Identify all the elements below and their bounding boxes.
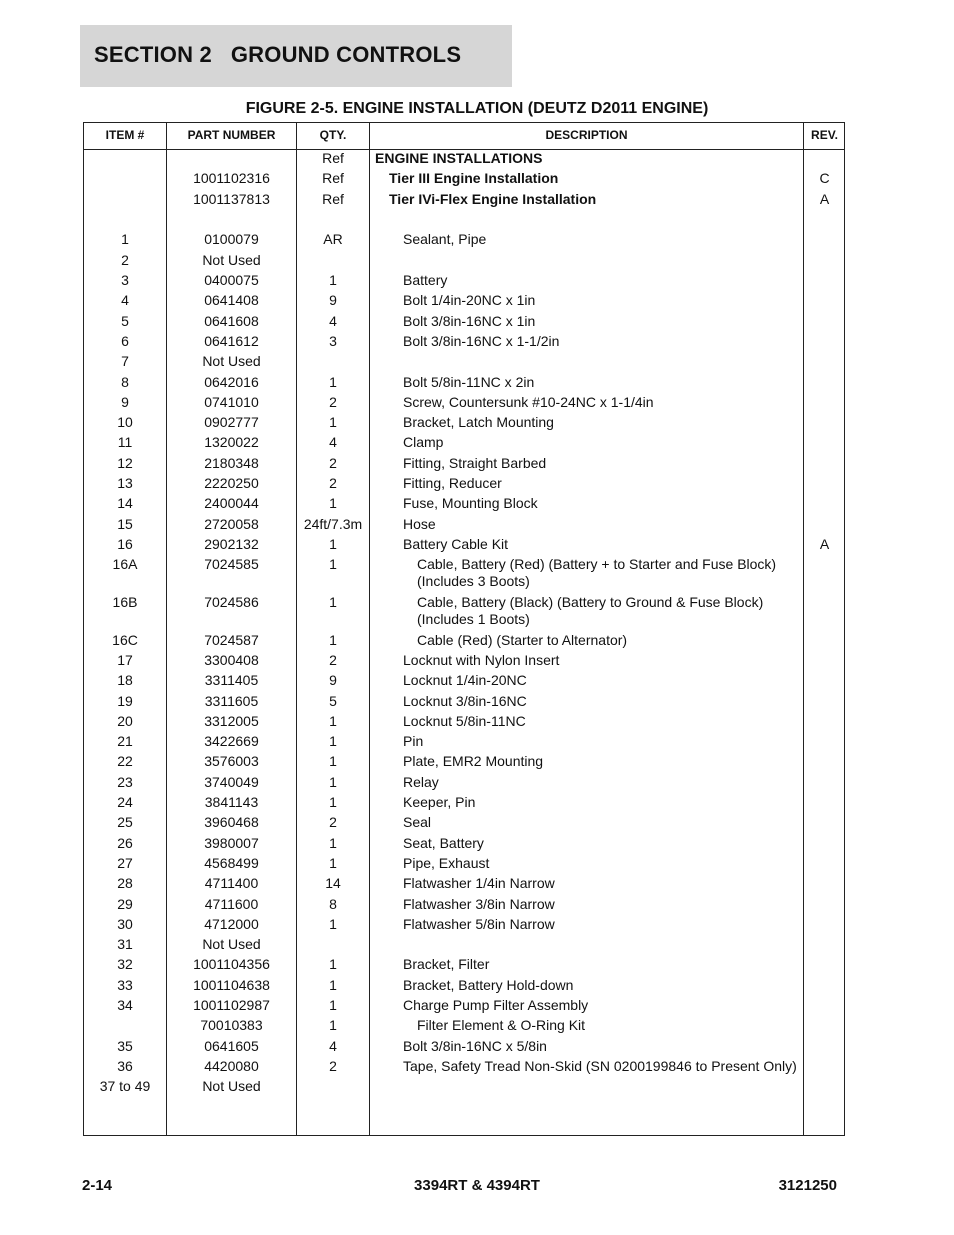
part-number-cell: Not Used <box>202 353 261 370</box>
item-number-cell: 35 <box>117 1037 133 1054</box>
item-number-cell: 26 <box>117 834 133 851</box>
revision-cell: A <box>819 535 830 552</box>
part-number-cell: 0642016 <box>204 373 259 390</box>
quantity-cell: 1 <box>329 712 337 729</box>
quantity-cell: 1 <box>329 593 337 610</box>
part-number-cell: 2902132 <box>204 535 259 552</box>
item-number-cell: 4 <box>121 292 129 309</box>
part-number-cell: 70010383 <box>200 1017 263 1034</box>
part-number-cell: 1001104356 <box>193 956 270 973</box>
column-header-qty: QTY. <box>319 128 347 142</box>
part-number-cell: 0641612 <box>204 332 259 349</box>
column-header-rev: REV. <box>811 128 838 142</box>
item-number-cell: 9 <box>121 393 129 410</box>
description-cell: Fitting, Straight Barbed <box>403 454 547 471</box>
description-cell: Tier IVi-Flex Engine Installation <box>389 190 597 207</box>
quantity-cell: 5 <box>329 692 337 709</box>
description-cell: Locknut 3/8in-16NC <box>403 692 527 709</box>
description-cell: Battery <box>403 272 448 288</box>
part-number-cell: 2720058 <box>204 515 259 532</box>
item-number-cell: 23 <box>117 773 133 790</box>
part-number-cell: 0400075 <box>204 272 259 288</box>
part-number-cell: Not Used <box>202 1078 261 1095</box>
item-number-cell: 20 <box>117 712 133 729</box>
figure-title: FIGURE 2-5. ENGINE INSTALLATION (DEUTZ D2011 ENGINE) <box>245 100 709 117</box>
column-header-description: DESCRIPTION <box>545 128 628 142</box>
item-number-cell: 3 <box>121 272 129 288</box>
item-number-cell: 28 <box>117 875 133 892</box>
part-number-cell: 3422669 <box>204 733 259 750</box>
description-cell: Clamp <box>403 434 444 451</box>
description-cell: Relay <box>403 773 439 790</box>
part-number-cell: 3311405 <box>204 672 259 689</box>
quantity-cell: 1 <box>329 272 337 288</box>
quantity-cell: AR <box>323 231 343 248</box>
item-number-cell: 16 <box>117 535 133 552</box>
part-number-cell: 1001137813 <box>193 190 270 207</box>
quantity-cell: 2 <box>329 454 337 471</box>
part-number-cell: 3311605 <box>204 692 259 709</box>
quantity-cell: 1 <box>329 834 337 851</box>
quantity-cell: 3 <box>329 332 337 349</box>
description-cell: Bolt 5/8in-11NC x 2in <box>403 373 535 390</box>
item-number-cell: 25 <box>117 814 133 831</box>
item-number-cell: 21 <box>117 733 133 750</box>
quantity-cell: 1 <box>329 535 337 552</box>
part-number-cell: 2180348 <box>204 454 259 471</box>
description-cell: Seal <box>403 814 432 831</box>
item-number-cell: 8 <box>121 373 129 390</box>
description-cell: Bracket, Battery Hold-down <box>403 976 574 993</box>
part-number-cell: 7024586 <box>204 593 259 610</box>
item-number-cell: 18 <box>117 672 133 689</box>
part-number-cell: 0100079 <box>204 231 259 248</box>
column-header-part-number: PART NUMBER <box>187 128 276 142</box>
quantity-cell: 1 <box>329 794 337 810</box>
quantity-cell: Ref <box>322 170 344 187</box>
description-cell: Cable, Battery (Red) (Battery + to Starter and Fuse Block) (Includes 3 Boots) <box>417 556 777 590</box>
part-number-cell: 4420080 <box>204 1057 259 1074</box>
description-cell: Keeper, Pin <box>403 794 476 810</box>
item-number-cell: 22 <box>117 753 133 770</box>
part-number-cell: 3960468 <box>204 814 259 831</box>
item-number-cell: 27 <box>117 854 133 871</box>
item-number-cell: 6 <box>121 332 129 349</box>
description-cell: Hose <box>403 515 436 532</box>
part-number-cell: Not Used <box>202 251 261 268</box>
description-cell: Cable (Red) (Starter to Alternator) <box>417 631 628 648</box>
quantity-cell: 1 <box>329 997 337 1013</box>
part-number-cell: 3300408 <box>204 651 259 668</box>
quantity-cell: 2 <box>329 814 337 831</box>
description-cell: Locknut 5/8in-11NC <box>403 712 526 729</box>
quantity-cell: 24ft/7.3m <box>303 515 363 532</box>
revision-cell: C <box>819 170 830 187</box>
description-cell: Plate, EMR2 Mounting <box>403 753 544 770</box>
quantity-cell: 2 <box>329 475 337 491</box>
quantity-cell: 1 <box>329 854 337 871</box>
quantity-cell: 2 <box>329 393 337 410</box>
description-cell: Fuse, Mounting Block <box>403 495 538 512</box>
item-number-cell: 1 <box>121 231 129 248</box>
item-number-cell: 29 <box>117 895 133 912</box>
description-cell: Locknut with Nylon Insert <box>403 651 560 668</box>
quantity-cell: 4 <box>329 434 337 451</box>
part-number-cell: 4711600 <box>204 895 259 912</box>
item-number-cell: 16A <box>112 556 138 573</box>
description-cell: Fitting, Reducer <box>403 475 502 491</box>
item-number-cell: 10 <box>117 414 133 431</box>
part-number-cell: 0741010 <box>204 393 259 410</box>
quantity-cell: 2 <box>329 651 337 668</box>
description-cell: Bolt 3/8in-16NC x 1in <box>403 312 536 329</box>
description-cell: Bolt 3/8in-16NC x 5/8in <box>403 1037 547 1054</box>
part-number-cell: 7024587 <box>204 631 259 648</box>
description-cell: Sealant, Pipe <box>403 231 487 248</box>
part-number-cell: 1001102316 <box>193 170 270 187</box>
item-number-cell: 16C <box>112 631 138 648</box>
part-number-cell: 4712000 <box>204 915 259 932</box>
quantity-cell: 9 <box>329 292 337 309</box>
item-number-cell: 32 <box>117 956 133 973</box>
description-cell: Screw, Countersunk #10-24NC x 1-1/4in <box>403 393 654 410</box>
item-number-cell: 30 <box>117 915 133 932</box>
description-cell: Bolt 1/4in-20NC x 1in <box>403 292 536 309</box>
part-number-cell: 0902777 <box>204 414 259 431</box>
part-number-cell: 3312005 <box>204 712 259 729</box>
quantity-cell: 9 <box>329 672 337 689</box>
quantity-cell: 1 <box>329 373 337 390</box>
item-number-cell: 14 <box>117 495 133 512</box>
part-number-cell: 1320022 <box>204 434 259 451</box>
column-divider <box>803 123 804 1135</box>
item-number-cell: 31 <box>117 936 133 953</box>
quantity-cell: 1 <box>329 753 337 770</box>
description-cell: Seat, Battery <box>403 834 484 851</box>
item-number-cell: 34 <box>117 997 133 1013</box>
part-number-cell: 1001104638 <box>193 976 270 993</box>
description-cell: Charge Pump Filter Assembly <box>403 997 589 1013</box>
quantity-cell: 2 <box>329 1057 337 1074</box>
description-cell: Locknut 1/4in-20NC <box>403 672 527 689</box>
item-number-cell: 5 <box>121 312 129 329</box>
item-number-cell: 24 <box>117 794 133 810</box>
quantity-cell: 1 <box>329 1017 337 1034</box>
description-cell: Bracket, Filter <box>403 956 490 973</box>
part-number-cell: 0641608 <box>204 312 259 329</box>
description-cell: Flatwasher 3/8in Narrow <box>403 895 555 912</box>
item-number-cell: 37 to 49 <box>99 1078 151 1095</box>
description-cell: Filter Element & O-Ring Kit <box>417 1017 586 1034</box>
parts-table <box>83 122 845 1136</box>
item-number-cell: 33 <box>117 976 133 993</box>
description-cell: Tier III Engine Installation <box>389 170 559 187</box>
quantity-cell: 1 <box>329 773 337 790</box>
part-number-cell: 7024585 <box>204 556 259 573</box>
footer-model: 3394RT & 4394RT <box>414 1177 540 1194</box>
column-divider <box>369 123 370 1135</box>
description-cell: Pin <box>403 733 424 750</box>
part-number-cell: Not Used <box>202 936 261 953</box>
part-number-cell: 3740049 <box>204 773 259 790</box>
part-number-cell: 3980007 <box>204 834 259 851</box>
description-cell: Flatwasher 5/8in Narrow <box>403 915 555 932</box>
description-cell: Bolt 3/8in-16NC x 1-1/2in <box>403 332 560 349</box>
part-number-cell: 2220250 <box>204 475 259 491</box>
part-number-cell: 0641408 <box>204 292 259 309</box>
quantity-cell: Ref <box>322 190 344 207</box>
description-cell: Battery Cable Kit <box>403 535 509 552</box>
column-header-item: ITEM # <box>105 128 145 142</box>
quantity-cell: 1 <box>329 915 337 932</box>
quantity-cell: 1 <box>329 631 337 648</box>
item-number-cell: 2 <box>121 251 129 268</box>
quantity-cell: 1 <box>329 733 337 750</box>
section-title: SECTION 2 GROUND CONTROLS <box>94 42 462 67</box>
item-number-cell: 11 <box>117 434 133 451</box>
revision-cell: A <box>819 190 830 207</box>
item-number-cell: 13 <box>117 475 133 491</box>
part-number-cell: 4568499 <box>204 854 259 871</box>
item-number-cell: 16B <box>112 593 138 610</box>
quantity-cell: 14 <box>325 875 341 892</box>
description-cell: Tape, Safety Tread Non-Skid (SN 0200199846 to Present Only) <box>403 1057 797 1074</box>
quantity-cell: 8 <box>329 895 337 912</box>
item-number-cell: 12 <box>117 454 133 471</box>
item-number-cell: 15 <box>117 515 133 532</box>
quantity-cell: 1 <box>329 495 337 512</box>
section-banner <box>80 25 512 87</box>
quantity-cell: 1 <box>329 414 337 431</box>
quantity-cell: 4 <box>329 312 337 329</box>
item-number-cell: 7 <box>121 353 129 370</box>
description-cell: ENGINE INSTALLATIONS <box>375 150 543 166</box>
quantity-cell: 1 <box>329 976 337 993</box>
footer-doc-number: 3121250 <box>778 1177 837 1194</box>
description-cell: Flatwasher 1/4in Narrow <box>403 875 555 892</box>
quantity-cell: 1 <box>329 956 337 973</box>
part-number-cell: 3576003 <box>204 753 259 770</box>
part-number-cell: 0641605 <box>204 1037 259 1054</box>
quantity-cell: 1 <box>329 556 337 573</box>
description-cell: Bracket, Latch Mounting <box>403 414 554 431</box>
description-cell: Pipe, Exhaust <box>403 854 490 871</box>
item-number-cell: 36 <box>117 1057 133 1074</box>
part-number-cell: 2400044 <box>204 495 259 512</box>
part-number-cell: 1001102987 <box>193 997 270 1013</box>
footer-page-number: 2-14 <box>82 1177 113 1194</box>
quantity-cell: Ref <box>322 150 344 166</box>
item-number-cell: 17 <box>117 651 133 668</box>
item-number-cell: 19 <box>117 692 133 709</box>
description-cell: Cable, Battery (Black) (Battery to Ground & Fuse Block) (Includes 1 Boots) <box>417 593 764 627</box>
part-number-cell: 3841143 <box>204 794 259 810</box>
part-number-cell: 4711400 <box>204 875 259 892</box>
quantity-cell: 4 <box>329 1037 337 1054</box>
